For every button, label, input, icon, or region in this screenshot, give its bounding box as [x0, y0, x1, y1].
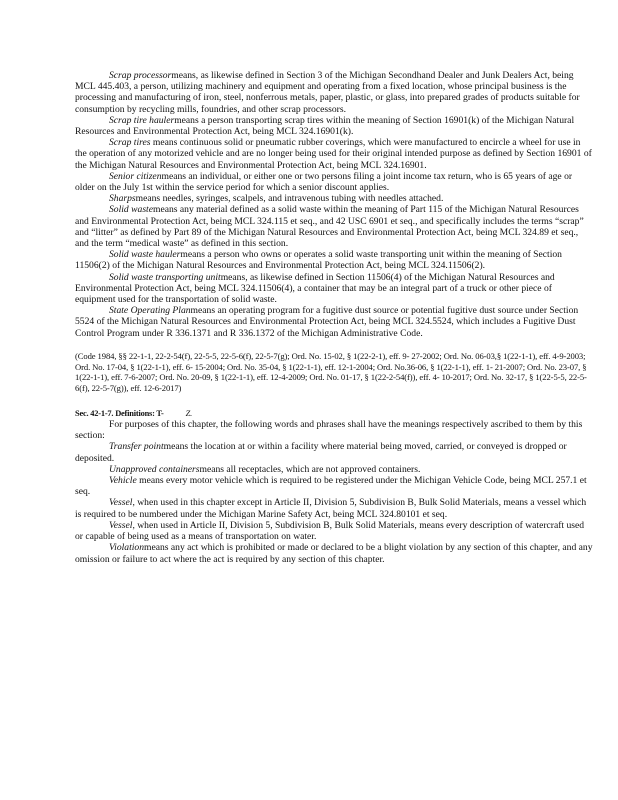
defined-term: Vessel: [109, 497, 133, 509]
defined-term: Transfer point: [109, 441, 164, 453]
section-intro: For purposes of this chapter, the following words and phrases shall have the meanings respectively ascribed to them by this section:: [75, 419, 583, 442]
definition-solid-waste-transporting-unit: [75, 272, 593, 306]
defined-term: Violation: [109, 542, 144, 554]
definition-sharps: [75, 193, 593, 204]
section-heading-end: Z.: [185, 409, 192, 419]
definition-text: means continuous solid or pneumatic rubber coverings, which were manufactured to encircle a wheel for use in the operation of any motorized vehicle and are no longer being used for their original intended purpose as defined by Section 16901 of the Michigan Natural Resources and Environmental Protection Act, being MCL 324.16901.: [75, 137, 592, 171]
section-heading-label: Sec. 42-1-7. Definitions: T-: [75, 409, 164, 419]
definition-text: , when used in this chapter except in Article II, Division 5, Subdivision B, Bulk Solid Materials, means a vessel which is required to be numbered under the Michigan Marine Safety Act, being MCL 324.80101 et seq.: [75, 497, 587, 520]
defined-term: Solid waste hauler: [109, 249, 181, 261]
defined-term: Scrap tire hauler: [109, 114, 175, 126]
defined-term: Unapproved containers: [109, 463, 200, 475]
section-heading: [75, 408, 593, 419]
definition-text: means, as likewise defined in Section 11506(4) of the Michigan Natural Resources and Environmental Protection Act, being MCL 324.11506(4), a container that may be an integral part of a truck or other piece of equipment used for the transportation of solid waste.: [75, 271, 555, 306]
definition-text: , when used in Article II, Division 5, Subdivision B, Bulk Solid Materials, means every description of watercraft used or capable of being used as a means of transportation on water.: [75, 519, 585, 543]
definition-violation: [75, 542, 593, 564]
document-body: [75, 70, 593, 565]
definition-vehicle: [75, 475, 593, 497]
definition-text: means an operating program for a fugitive dust source or potential fugitive dust source under Section 5524 of the Michigan Natural Resources and Environmental Protection Act, being MCL 324.5524, which includes a Fugitive Dust Control Program under R 336.1371 and R 336.1372 of the Michigan Administrative Code.: [75, 305, 579, 339]
definition-solid-waste-hauler: [75, 249, 593, 271]
definition-text: means the location at or within a facility where material being moved, carried, or conveyed is dropped or deposited.: [75, 441, 567, 464]
definition-text: means an individual, or either one or two persons filing a joint income tax return, who is 65 years of age or older on the July 1st within the service period for which a senior discount applies.: [75, 170, 573, 194]
definition-unapproved-containers: [75, 464, 593, 475]
definition-text: means needles, syringes, scalpels, and intravenous tubing with needles attached.: [135, 193, 444, 205]
definition-text: means, as likewise defined in Section 3 of the Michigan Secondhand Dealer and Junk Dealers Act, being MCL 445.403, a person, utilizing machinery and equipment and operating from a fixed location, whose principal business is the processing and manufacturing of iron, steel, nonferrous metals, paper, plastic, or glass, into prepared grades of products suitable for consumption by recycling mills, foundries, and other scrap processors.: [75, 70, 580, 115]
definition-transfer-point: [75, 441, 593, 463]
defined-term: Vessel: [109, 519, 133, 531]
defined-term: Solid waste transporting unit: [109, 271, 221, 283]
definition-vessel-bulk-solid: [75, 520, 593, 542]
definition-text: means all receptacles, which are not approved containers.: [199, 463, 421, 475]
definition-text: means any material defined as a solid waste within the meaning of Part 115 of the Michigan Natural Resources and Environmental Protection Act, being MCL 324.115 et seq., and 42 USC 6901 et seq., and specifically includes the terms “scrap” and “litter” as defined by Part 89 of the Michigan Natural Resources and Environmental Protection Act, being MCL 324.89 et seq., and the term “medical waste” as defined in this section.: [75, 204, 584, 250]
defined-term: Scrap tires: [109, 137, 151, 149]
defined-term: Solid waste: [109, 204, 153, 216]
definition-text: means a person who owns or operates a solid waste transporting unit within the meaning of Section 11506(2) of the Michigan Natural Resources and Environmental Protection Act, being MCL 324.11506(2).: [75, 249, 562, 272]
definition-scrap-tire-hauler: [75, 115, 593, 137]
definition-vessel-general: [75, 497, 593, 519]
defined-term: Scrap processor: [109, 70, 172, 81]
definition-text: means a person transporting scrap tires within the meaning of Section 16901(k) of the Michigan Natural Resources and Environmental Protection Act, being MCL 324.16901(k).: [75, 114, 575, 138]
defined-term: Senior citizen: [109, 170, 162, 182]
definition-text: means every motor vehicle which is required to be registered under the Michigan Vehicle Code, being MCL 257.1 et seq.: [75, 475, 587, 498]
definition-scrap-processor: [75, 70, 593, 115]
defined-term: State Operating Plan: [109, 305, 191, 317]
definition-senior-citizen: [75, 171, 593, 193]
defined-term: Vehicle: [109, 475, 137, 487]
definition-scrap-tires: [75, 137, 593, 171]
definition-text: means any act which is prohibited or made or declared to be a blight violation by any section of this chapter, and any omission or failure to act where the act is required by any section of this chapter.: [75, 542, 593, 565]
history-note: (Code 1984, §§ 22-1-1, 22-2-54(f), 22-5-5, 22-5-6(f), 22-5-7(g); Ord. No. 15-02, § 1(22-2-1), eff. 9- 27-2002; Ord. No. 06-03,§ 1(22-1-1), eff. 4-9-2003; Ord. No. 17-04, § 1(22-1-1), eff. 6- 15-2004; Ord. No. 35-04, § 1(22-1-1), eff. 12-1-2004; Ord. No.36-06, § 1(22-1-1), eff. 1- 21-2007; Ord. No. 23-07, § 1(22-1-1), eff. 7-6-2007; Ord. No. 20-09, § 1(22-1-1), eff. 12-4-2009; Ord. No. 01-17, § 1(22-2-54(f)), eff. 4- 10-2017; Ord. No. 32-17, § 1(22-5-5, 22-5-6(f), 22-5-7(g)), eff. 12-6-2017): [75, 350, 587, 394]
definition-solid-waste: [75, 204, 593, 249]
defined-term: Sharps: [109, 193, 136, 205]
definition-state-operating-plan: [75, 305, 593, 339]
